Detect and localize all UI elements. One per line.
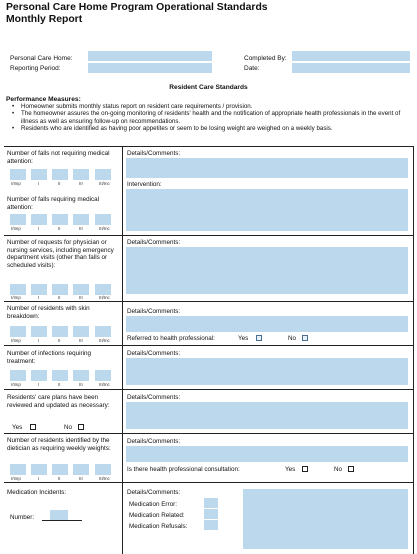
- tick-label: I: [38, 295, 40, 300]
- med-error-field[interactable]: [204, 498, 218, 508]
- row-divider: [4, 301, 414, 302]
- tally-box[interactable]: [52, 464, 68, 475]
- tally-box[interactable]: [10, 284, 26, 295]
- tally-box[interactable]: [73, 214, 89, 225]
- tick-label: I: [38, 382, 40, 387]
- tally-box[interactable]: [52, 370, 68, 381]
- row-divider: [4, 482, 414, 483]
- form-title: Personal Care Home Program Operational Standards: [6, 2, 268, 13]
- no-label: No: [288, 335, 297, 342]
- yes-label: Yes: [12, 424, 23, 431]
- details-field[interactable]: [126, 402, 408, 429]
- tally-box[interactable]: [73, 464, 89, 475]
- tally-box[interactable]: [31, 370, 47, 381]
- measure-item: • The homeowner assures the on-going monitoring of residents' health and the notification of appropriate health professionals in the event of illness as well as ensuring follow-up on recommendations.: [12, 110, 412, 125]
- details-label: Details/Comments:: [127, 308, 181, 315]
- tally-box[interactable]: [31, 464, 47, 475]
- med-related-label: Medication Related:: [129, 512, 185, 519]
- tally-box[interactable]: [95, 284, 111, 295]
- details-label: Details/Comments:: [127, 394, 181, 401]
- tick-label: III: [79, 382, 83, 387]
- tally-box[interactable]: [31, 284, 47, 295]
- completed-by-field[interactable]: [292, 51, 410, 61]
- tick-label: II: [58, 226, 61, 231]
- home-field[interactable]: [88, 51, 212, 61]
- med-refusals-field[interactable]: [204, 520, 218, 530]
- completed-by-label: Completed By:: [244, 55, 287, 62]
- period-field[interactable]: [88, 63, 212, 73]
- medication-incidents-label: Medication Incidents:: [7, 489, 67, 496]
- tally-box[interactable]: [10, 214, 26, 225]
- falls-attention-label: Number of falls requiring medical attention:: [7, 196, 100, 211]
- row-divider: [4, 235, 414, 236]
- tally-box[interactable]: [73, 326, 89, 337]
- care-plans-no-checkbox[interactable]: [78, 424, 84, 430]
- tally-box[interactable]: [73, 169, 89, 180]
- tick-label: III/Inc: [99, 476, 110, 481]
- details-field[interactable]: [126, 247, 408, 294]
- tally-box[interactable]: [52, 169, 68, 180]
- medication-number-field[interactable]: [50, 510, 68, 520]
- infections-label: Number of infections requiring treatment:: [7, 350, 91, 365]
- column-divider: [122, 146, 123, 554]
- measures-title: Performance Measures:: [6, 96, 81, 103]
- tally-box[interactable]: [95, 169, 111, 180]
- measure-item: • Homeowner submits monthly status report on resident care requirements / provision.: [12, 103, 412, 110]
- tally-box[interactable]: [10, 370, 26, 381]
- tick-label: III: [79, 295, 83, 300]
- measure-item: • Residents who are identified as having poor appetites or seem to be losing weight are weighed on a weekly basis.: [12, 125, 412, 132]
- tick-label: III: [79, 181, 83, 186]
- number-underline: [42, 520, 82, 521]
- tick-label: III/Inc: [99, 382, 110, 387]
- details-field[interactable]: [126, 358, 408, 385]
- details-label: Details/Comments:: [127, 350, 181, 357]
- consult-label: Is there health professional consultation:: [127, 466, 240, 473]
- tick-label: I/Imp: [11, 226, 21, 231]
- tick-label: I/Imp: [11, 295, 21, 300]
- tally-box[interactable]: [10, 169, 26, 180]
- details-label: Details/Comments:: [127, 239, 181, 246]
- tally-box[interactable]: [31, 214, 47, 225]
- tally-box[interactable]: [31, 326, 47, 337]
- medication-details-field[interactable]: [243, 489, 408, 549]
- details-label: Details/Comments:: [127, 150, 181, 157]
- table-top-border: [4, 146, 414, 147]
- tick-label: III/Inc: [99, 181, 110, 186]
- tick-label: III: [79, 476, 83, 481]
- tally-box[interactable]: [10, 464, 26, 475]
- care-plans-label: Residents' care plans have been reviewed and updated as necessary:: [7, 394, 110, 409]
- consult-yes-checkbox[interactable]: [302, 466, 308, 472]
- details-label: Details/Comments:: [127, 489, 181, 496]
- med-refusals-label: Medication Refusals:: [129, 523, 188, 530]
- tick-label: I/Imp: [11, 382, 21, 387]
- med-related-field[interactable]: [204, 509, 218, 519]
- tick-label: III/Inc: [99, 295, 110, 300]
- form-subtitle: Monthly Report: [6, 14, 83, 25]
- tick-label: I: [38, 181, 40, 186]
- table-right-border: [413, 146, 414, 554]
- tally-box[interactable]: [31, 169, 47, 180]
- tally-box[interactable]: [73, 284, 89, 295]
- tally-box[interactable]: [95, 326, 111, 337]
- tally-box[interactable]: [52, 214, 68, 225]
- yes-label: Yes: [285, 466, 296, 473]
- tick-label: II: [58, 295, 61, 300]
- tick-label: I/Imp: [11, 476, 21, 481]
- care-plans-yes-checkbox[interactable]: [30, 424, 36, 430]
- tally-box[interactable]: [95, 214, 111, 225]
- details-field[interactable]: [126, 446, 408, 462]
- date-field[interactable]: [292, 63, 410, 73]
- falls-no-attention-label: Number of falls not requiring medical attention:: [7, 150, 110, 165]
- date-label: Date:: [244, 65, 260, 72]
- tally-box[interactable]: [52, 284, 68, 295]
- no-label: No: [64, 424, 73, 431]
- referred-yes-checkbox[interactable]: [256, 335, 262, 341]
- med-error-label: Medication Error:: [129, 501, 177, 508]
- tick-label: I/Imp: [11, 338, 21, 343]
- tally-box[interactable]: [10, 326, 26, 337]
- details-field[interactable]: [126, 316, 408, 332]
- referred-label: Referred to health professional:: [127, 335, 215, 342]
- tick-label: I: [38, 226, 40, 231]
- tick-label: I: [38, 476, 40, 481]
- number-label: Number:: [10, 514, 35, 521]
- intervention-label: Intervention:: [127, 181, 162, 188]
- measures-list: [12, 103, 412, 132]
- yes-label: Yes: [238, 335, 249, 342]
- row-divider: [4, 389, 414, 390]
- tick-label: II: [58, 476, 61, 481]
- row-divider: [4, 345, 414, 346]
- tally-box[interactable]: [95, 370, 111, 381]
- tick-label: II: [58, 382, 61, 387]
- weekly-weights-label: Number of residents identified by the dietician as requiring weekly weights:: [7, 437, 111, 452]
- tick-label: III/Inc: [99, 338, 110, 343]
- tick-label: I/Imp: [11, 181, 21, 186]
- tally-box[interactable]: [73, 370, 89, 381]
- referred-no-checkbox[interactable]: [302, 335, 308, 341]
- consult-no-checkbox[interactable]: [348, 466, 354, 472]
- skin-breakdown-label: Number of residents with skin breakdown:: [7, 305, 90, 320]
- tick-label: II: [58, 338, 61, 343]
- home-label: Personal Care Home:: [10, 55, 73, 62]
- details-label: Details/Comments:: [127, 438, 181, 445]
- row-divider: [4, 433, 414, 434]
- tick-label: III: [79, 226, 83, 231]
- no-label: No: [334, 466, 343, 473]
- tally-box[interactable]: [52, 326, 68, 337]
- section-title: Resident Care Standards: [169, 84, 248, 91]
- details-field[interactable]: [126, 158, 408, 178]
- intervention-field[interactable]: [126, 189, 408, 231]
- tick-label: I: [38, 338, 40, 343]
- tally-box[interactable]: [95, 464, 111, 475]
- tick-label: III/Inc: [99, 226, 110, 231]
- physician-requests-label: Number of requests for physician or nursing services, including emergency department visits (other than falls or scheduled visits):: [7, 239, 114, 269]
- tick-label: III: [79, 338, 83, 343]
- period-label: Reporting Period:: [10, 65, 61, 72]
- tick-label: II: [58, 181, 61, 186]
